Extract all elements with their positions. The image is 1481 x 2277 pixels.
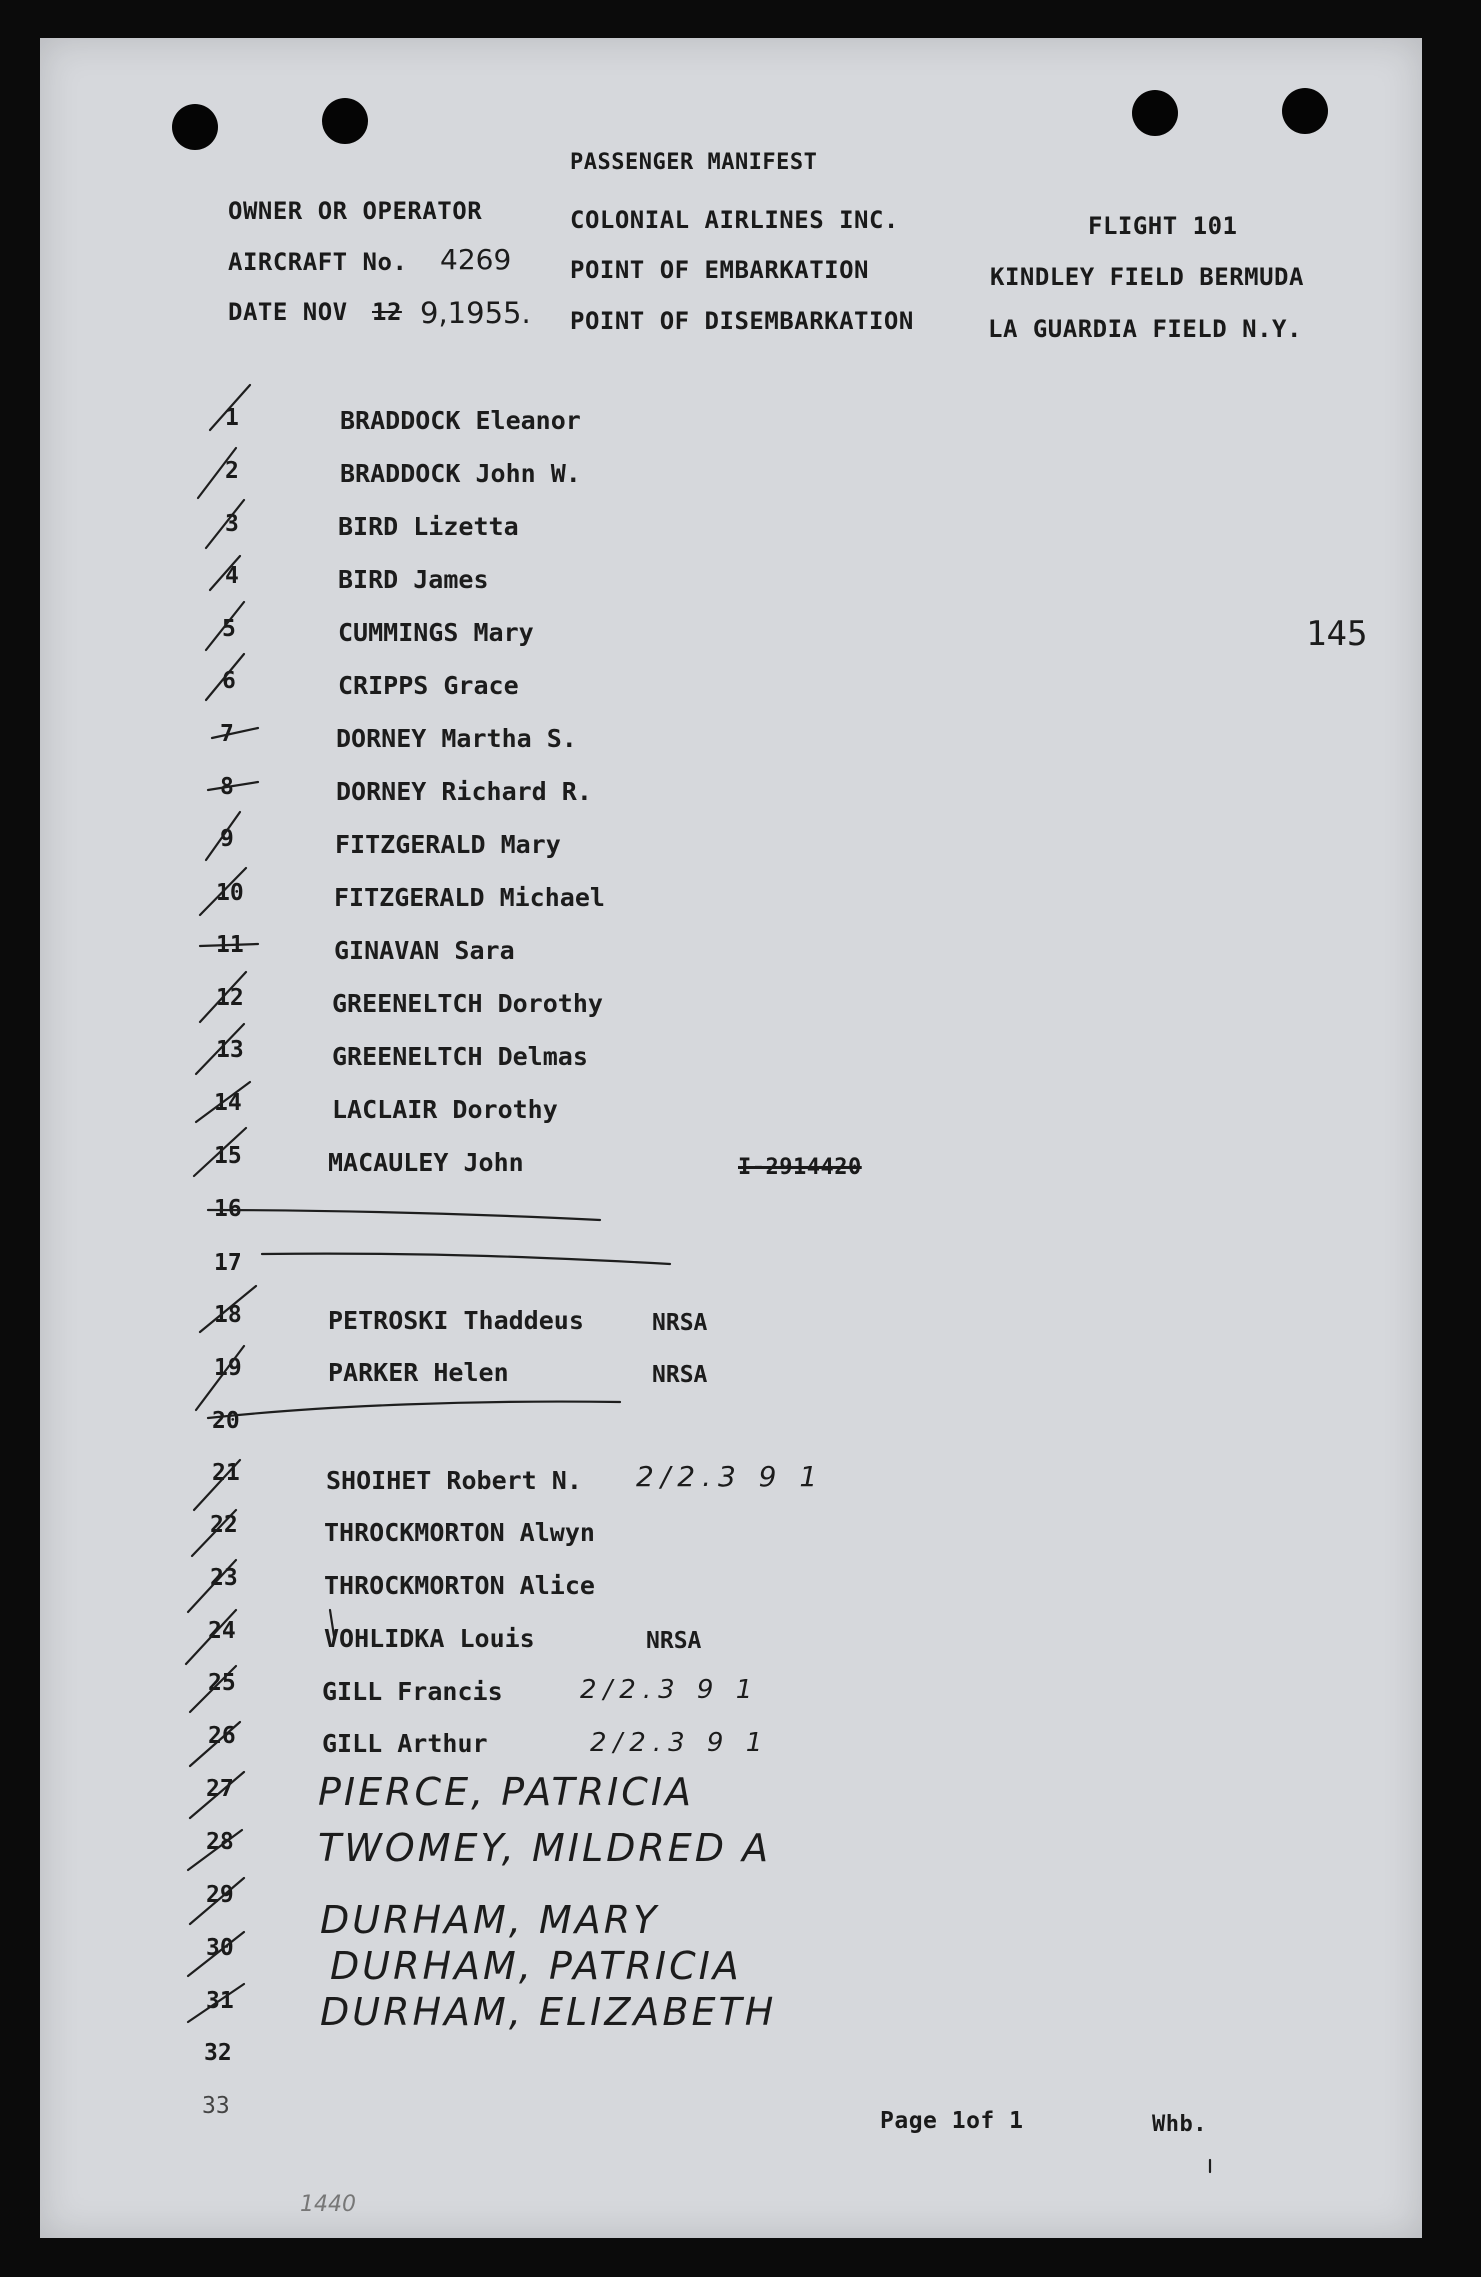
- passenger-name: MACAULEY John: [328, 1148, 524, 1177]
- handwritten-code: 2/2.3 9 1: [636, 1460, 825, 1493]
- row-number: 8: [220, 774, 234, 800]
- passenger-name: GINAVAN Sara: [334, 936, 515, 965]
- passenger-name: GREENELTCH Delmas: [332, 1042, 588, 1071]
- handwritten-code: 2/2.3 9 1: [590, 1728, 770, 1758]
- embarkation-value: KINDLEY FIELD BERMUDA: [990, 263, 1304, 291]
- row-number: 19: [214, 1355, 242, 1381]
- passenger-name: BIRD James: [338, 565, 489, 594]
- row-number: 23: [210, 1565, 238, 1591]
- passenger-name: PARKER Helen: [328, 1358, 509, 1387]
- row-number: 10: [216, 880, 244, 906]
- handwritten-code: 2/2.3 9 1: [580, 1675, 760, 1705]
- nrsa-mark: NRSA: [652, 1310, 708, 1336]
- passenger-name: THROCKMORTON Alice: [324, 1571, 595, 1600]
- row-number: 6: [222, 668, 236, 694]
- passenger-name: BRADDOCK Eleanor: [340, 406, 581, 435]
- passenger-name: CRIPPS Grace: [338, 671, 519, 700]
- row-number: 3: [225, 511, 239, 537]
- page-number-stamp: 145: [1306, 614, 1368, 654]
- row-number: 26: [208, 1723, 236, 1749]
- aircraft-label: AIRCRAFT No.: [228, 248, 408, 276]
- manifest-title: PASSENGER MANIFEST: [570, 150, 818, 175]
- embarkation-label: POINT OF EMBARKATION: [570, 256, 869, 284]
- handwritten-name: DURHAM, PATRICIA: [330, 1944, 742, 1988]
- disembarkation-label: POINT OF DISEMBARKATION: [570, 307, 914, 335]
- passenger-name: FITZGERALD Michael: [334, 883, 605, 912]
- passenger-name: FITZGERALD Mary: [335, 830, 561, 859]
- nrsa-mark: NRSA: [652, 1362, 708, 1388]
- owner-value: COLONIAL AIRLINES INC.: [570, 206, 899, 234]
- row-number: 18: [214, 1302, 242, 1328]
- passenger-name: CUMMINGS Mary: [338, 618, 534, 647]
- row-number: 30: [206, 1935, 234, 1961]
- row-number: 28: [206, 1829, 234, 1855]
- flight-number: FLIGHT 101: [1088, 212, 1238, 240]
- row-number: 5: [222, 616, 236, 642]
- date-struck-day: 12: [372, 298, 402, 326]
- row-number: 24: [208, 1618, 236, 1644]
- handwritten-name: PIERCE, PATRICIA: [318, 1770, 695, 1814]
- row-number: 22: [210, 1512, 238, 1538]
- passenger-name: VOHLIDKA Louis: [324, 1624, 535, 1653]
- row-number: 21: [212, 1460, 240, 1486]
- row-number: 29: [206, 1882, 234, 1908]
- row-number: 31: [206, 1988, 234, 2014]
- owner-label: OWNER OR OPERATOR: [228, 197, 483, 225]
- date-label: DATE NOV: [228, 298, 348, 326]
- passenger-name: BRADDOCK John W.: [340, 459, 581, 488]
- passenger-name: SHOIHET Robert N.: [326, 1466, 582, 1495]
- passenger-name: DORNEY Richard R.: [336, 777, 592, 806]
- row-number: 17: [214, 1250, 242, 1276]
- nrsa-mark: NRSA: [646, 1628, 702, 1654]
- passenger-name: THROCKMORTON Alwyn: [324, 1518, 595, 1547]
- row-number: 27: [206, 1776, 234, 1802]
- passenger-name: PETROSKI Thaddeus: [328, 1306, 584, 1335]
- passenger-name: DORNEY Martha S.: [336, 724, 577, 753]
- page-count: Page 1of 1: [880, 2108, 1024, 2134]
- handwritten-name: DURHAM, ELIZABETH: [320, 1990, 777, 2034]
- row-number: 14: [214, 1090, 242, 1116]
- passenger-name: GILL Arthur: [322, 1729, 488, 1758]
- passenger-name: LACLAIR Dorothy: [332, 1095, 558, 1124]
- row-number: 32: [204, 2040, 232, 2066]
- handwritten-name: TWOMEY, MILDRED A: [318, 1826, 772, 1870]
- passenger-name: BIRD Lizetta: [338, 512, 519, 541]
- row-number: 9: [220, 826, 234, 852]
- row-number: 2: [225, 458, 239, 484]
- date-value: 9,1955.: [420, 296, 531, 330]
- row-number: 16: [214, 1196, 242, 1222]
- row-number: 1: [225, 405, 239, 431]
- row-number: 7: [220, 721, 234, 747]
- row-number: 33: [202, 2093, 230, 2119]
- struck-document-number: I-2914420: [738, 1155, 862, 1180]
- row-number: 12: [216, 985, 244, 1011]
- row-number: 13: [216, 1037, 244, 1063]
- row-number: 11: [216, 932, 244, 958]
- row-number: 25: [208, 1670, 236, 1696]
- initials: Whb.: [1152, 2112, 1207, 2137]
- passenger-name: GILL Francis: [322, 1677, 503, 1706]
- aircraft-number: 4269: [440, 243, 512, 276]
- row-number: 20: [212, 1408, 240, 1434]
- row-number: 15: [214, 1143, 242, 1169]
- handwritten-name: DURHAM, MARY: [320, 1898, 660, 1942]
- row-number: 4: [225, 563, 239, 589]
- pencil-note: 1440: [300, 2192, 356, 2217]
- disembarkation-value: LA GUARDIA FIELD N.Y.: [988, 315, 1302, 343]
- passenger-name: GREENELTCH Dorothy: [332, 989, 603, 1018]
